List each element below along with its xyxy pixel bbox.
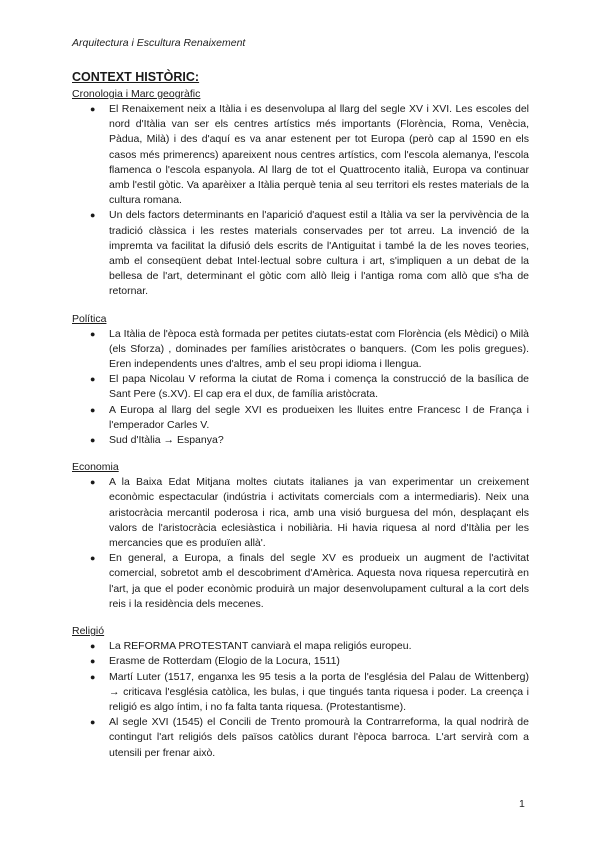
list-item — [90, 102, 529, 208]
list-item — [90, 715, 529, 761]
bullet-list-religio — [72, 639, 529, 761]
list-item — [90, 403, 529, 433]
main-content — [72, 70, 529, 761]
list-item — [90, 639, 529, 654]
bullet-icon: ● — [90, 210, 96, 221]
list-item — [90, 208, 529, 299]
list-item-text: Un dels factors determinants en l'aparició d'aquest estil a Itàlia va ser la pervivència de la tradició clàssica i les restes materials conservades per tot arreu. La invenció de la impremta va facilitat la difusió dels escrits de l'Antiguitat i també la de les noves teories, amb el conseqüent debat Intel·lectual sobre cultura i art, s'impliquen a un debat de la bellesa de l'art, determinant el gòtic com allò lleig i l'antiga roma com allò que s'ha de retornar. — [109, 209, 529, 298]
list-item-text: La Itàlia de l'època està formada per petites ciutats-estat com Florència (els Mèdici) o Milà (els Sforza) , dominades per famílies aristòcrates o banquers. (Com les polis gregues). Eren independents unes d'altres, amb el seu propi idioma i llengua. — [109, 327, 529, 371]
bullet-list-economia — [72, 475, 529, 612]
list-item — [90, 433, 529, 448]
bullet-icon: ● — [90, 671, 96, 682]
list-item-text: El Renaixement neix a Itàlia i es desenvolupa al llarg del segle XV i XVI. Les escoles del nord d'Itàlia van ser els centres artístics més importants (Florència, Roma, Venècia, Pàdua, Milà) i des d'aquí es va anar estenent per tot Europa (però cap al 1590 en els casos més primerencs) apareixent nous centres artístics, com l'escola alemanya, l'escola flamenca o l'escola espanyola. Al llarg de tot el Quattrocento italià, Europa va continuar amb l'estil gòtic. Va aparèixer a Itàlia perquè tenia al seu territori els restes materials de la cultura romana. — [109, 103, 529, 207]
running-header: Arquitectura i Escultura Renaixement — [72, 37, 246, 49]
section-heading-cronologia: Cronologia i Marc geogràfic — [72, 88, 201, 100]
bullet-icon: ● — [90, 104, 96, 114]
section-heading-politica: Política — [72, 312, 107, 325]
list-item — [90, 670, 529, 716]
list-item-text: Al segle XVI (1545) el Concili de Trento promourà la Contrarreforma, la qual nodrirà de contingut l'art religiós dels països catòlics durant l'època barroca. L'art servirà com a utensili per frenar això. — [109, 716, 529, 759]
bullet-list-cronologia — [72, 102, 529, 300]
list-item — [90, 654, 529, 669]
list-item-text: Erasme de Rotterdam (Elogio de la Locura, 1511) — [109, 655, 340, 668]
bullet-icon: ● — [90, 374, 96, 385]
list-item-text: El papa Nicolau V reforma la ciutat de Roma i comença la construcció de la basílica de Sant Pere (s.XV). El cap era el dux, de família aristòcrata. — [109, 373, 529, 401]
page-title: CONTEXT HISTÒRIC: — [72, 70, 200, 84]
section-heading-religio: Religió — [72, 625, 105, 638]
bullet-icon: ● — [90, 553, 96, 564]
list-item — [90, 372, 529, 402]
list-item-text: La REFORMA PROTESTANT canviarà el mapa religiós europeu. — [109, 640, 412, 653]
list-item-text: En general, a Europa, a finals del segle XV es produeix un augment de l'activitat comercial, sobretot amb el descobriment d'Amèrica. Aquesta nova riquesa repercutirà en l'art, ja que el poder econòmic produirà un major desenvolupament cultural a la cort dels reis i la residència dels mecenes. — [109, 552, 529, 610]
bullet-icon: ● — [90, 435, 96, 446]
list-item-text: Martí Luter (1517, enganxa les 95 tesis a la porta de l'església del Palau de Wittenberg) → criticava l'església catòlica, les bulas, i que tingués tanta riquesa i poder. La creença i religió es algo íntim, i no fa falta tanta riquesa. (Protestantisme). — [109, 670, 529, 713]
list-item-text: Sud d'Itàlia → Espanya? — [109, 434, 224, 447]
list-item — [90, 551, 529, 612]
page-number: 1 — [519, 798, 525, 810]
bullet-list-politica — [72, 327, 529, 449]
bullet-icon: ● — [90, 717, 96, 728]
bullet-icon: ● — [90, 641, 96, 652]
bullet-icon: ● — [90, 404, 96, 415]
list-item — [90, 327, 529, 373]
bullet-icon: ● — [90, 477, 96, 488]
list-item-text: A Europa al llarg del segle XVI es produeixen les lluites entre Francesc I de França i l'emperador Carles V. — [109, 403, 529, 431]
bullet-icon: ● — [90, 656, 96, 667]
bullet-icon: ● — [90, 328, 96, 339]
section-heading-economia: Economia — [72, 461, 119, 474]
list-item-text: A la Baixa Edat Mitjana moltes ciutats italianes ja van experimentar un creixement econòmic espectacular (indústria i activitats comercials com a intermediaris). Neix una aristocràcia mercantil poderosa i rica, amb una visió burguesa del món, desplaçant els valors de l'aristocràcia eclesiàstica i nobiliària. Hi havia riquesa al nord d'Itàlia per les mercancies que es produïen allà'. — [109, 476, 529, 550]
list-item — [90, 475, 529, 551]
